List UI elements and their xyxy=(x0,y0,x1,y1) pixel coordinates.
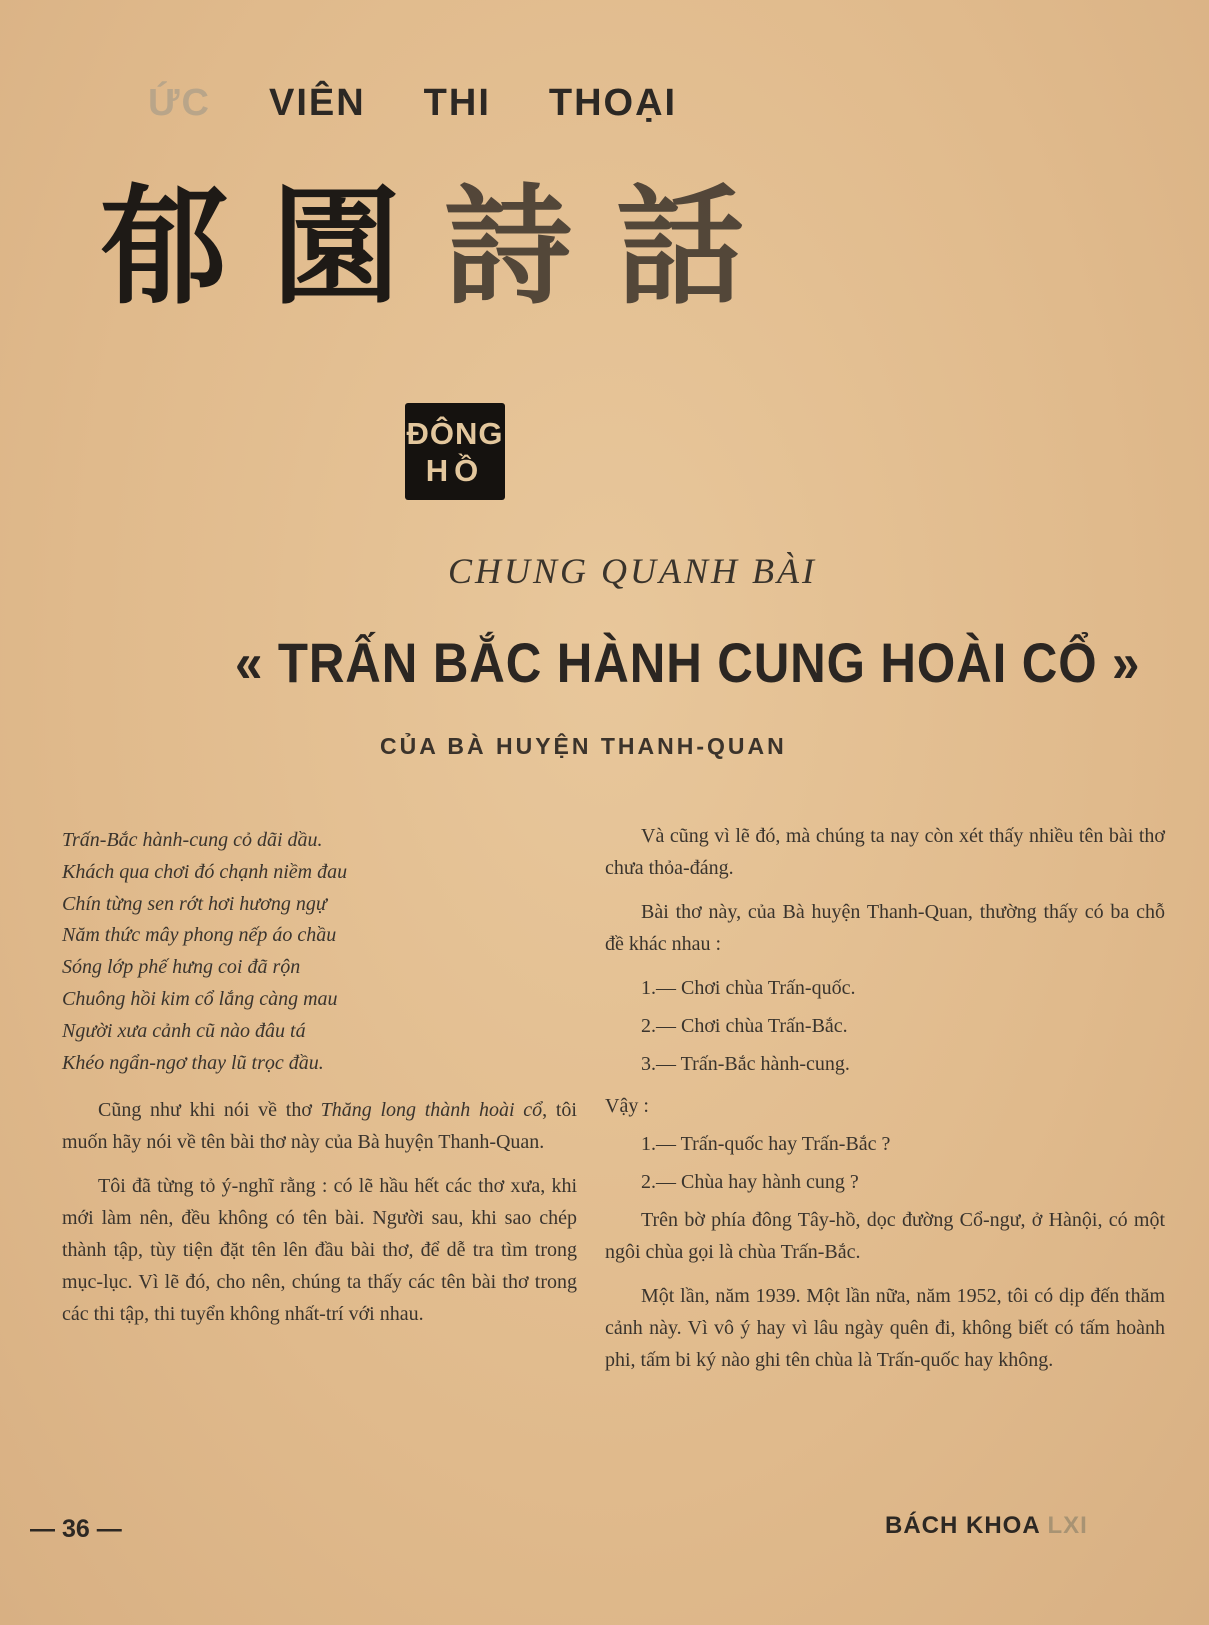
poem-line: Trấn-Bắc hành-cung cỏ dãi dầu. xyxy=(62,829,323,851)
series-word: VIÊN xyxy=(268,81,366,124)
poem-line: Chuông hồi kim cổ lắng càng mau xyxy=(62,987,338,1010)
seal-line: ĐÔNG xyxy=(406,415,504,451)
paragraph: Một lần, năm 1939. Một lần nữa, năm 1952, tôi có dịp đến thăm cảnh này. Vì vô ý hay vì lâu ngày quên đi, không biết có tấm hoành phi, tấm bi ký nào ghi tên chùa là Trấn-quốc hay không. xyxy=(605,1285,1165,1371)
paragraph: Trên bờ phía đông Tây-hồ, dọc đường Cổ-ngư, ở Hànội, có một ngôi chùa gọi là chùa Trấn-Bắc. xyxy=(605,1209,1165,1263)
series-word: THI xyxy=(423,81,491,124)
article-title: « TRẤN BẮC HÀNH CUNG HOÀI CỔ » xyxy=(235,631,1141,694)
magazine-title: BÁCH KHOA xyxy=(885,1512,1040,1539)
series-word: THOẠI xyxy=(548,81,678,124)
article-subtitle: CHUNG QUANH BÀI xyxy=(448,551,817,591)
poem-line: Người xưa cảnh cũ nào đâu tá xyxy=(62,1019,306,1042)
calligraphy-char: 話 xyxy=(616,172,745,322)
series-title xyxy=(148,78,848,128)
question-item: 1.— Trấn-quốc hay Trấn-Bắc ? xyxy=(641,1133,891,1155)
calligraphy-char: 詩 xyxy=(444,172,573,322)
paragraph xyxy=(62,1094,577,1158)
seal-line: HỒ xyxy=(425,452,485,488)
paragraph: Tôi đã từng tỏ ý-nghĩ rằng : có lẽ hầu hết các thơ xưa, khi mới làm nên, đều không có tên bài. Người sau, khi sao chép thành tập, tùy tiện đặt tên lên đầu bài thơ, để dễ tra tìm trong mục-lục. Vì lẽ đó, cho nên, chúng ta thấy các tên bài thơ trong các thi tập, thi tuyển không nhất-trí với nhau. xyxy=(62,1175,577,1326)
right-column xyxy=(605,820,1165,1388)
article-byline: CỦA BÀ HUYỆN THANH-QUAN xyxy=(380,733,787,759)
poem xyxy=(62,825,577,1079)
poem-line: Khách qua chơi đó chạnh niềm đau xyxy=(62,860,348,883)
poem-line: Sóng lớp phế hưng coi đã rộn xyxy=(62,956,301,979)
poem-line: Năm thức mây phong nếp áo chầu xyxy=(62,924,337,947)
title-variant: 1.— Chơi chùa Trấn-quốc. xyxy=(641,977,856,999)
paragraph-text: , tôi muốn hãy nói về tên bài thơ này của Bà huyện Thanh-Quan. xyxy=(62,1099,577,1154)
question-item: 2.— Chùa hay hành cung ? xyxy=(641,1171,859,1193)
magazine-name xyxy=(885,1512,1175,1548)
author-seal xyxy=(405,403,505,500)
page-number: — 36 — xyxy=(30,1515,122,1543)
paragraph: Và cũng vì lẽ đó, mà chúng ta nay còn xét thấy nhiều tên bài thơ chưa thỏa-đáng. xyxy=(605,825,1165,879)
poem-title-italic: Thăng long thành hoài cổ xyxy=(320,1099,543,1122)
paragraph-text: Cũng như khi nói về thơ xyxy=(98,1099,321,1122)
poem-line: Chín từng sen rớt hơi hương ngự xyxy=(62,892,327,915)
vay-label: Vậy : xyxy=(605,1095,649,1117)
series-word: ỨC xyxy=(148,81,211,124)
calligraphy-title xyxy=(100,165,800,330)
calligraphy-char: 郁 xyxy=(100,172,229,322)
title-variant: 2.— Chơi chùa Trấn-Bắc. xyxy=(641,1015,848,1037)
left-column xyxy=(62,825,577,1342)
issue-number: LXI xyxy=(1047,1512,1088,1539)
paragraph: Bài thơ này, của Bà huyện Thanh-Quan, thường thấy có ba chỗ đề khác nhau : xyxy=(605,901,1165,955)
title-variant: 3.— Trấn-Bắc hành-cung. xyxy=(641,1053,850,1075)
poem-line: Khéo ngẩn-ngơ thay lũ trọc đầu. xyxy=(62,1051,324,1074)
calligraphy-char: 園 xyxy=(272,172,401,322)
